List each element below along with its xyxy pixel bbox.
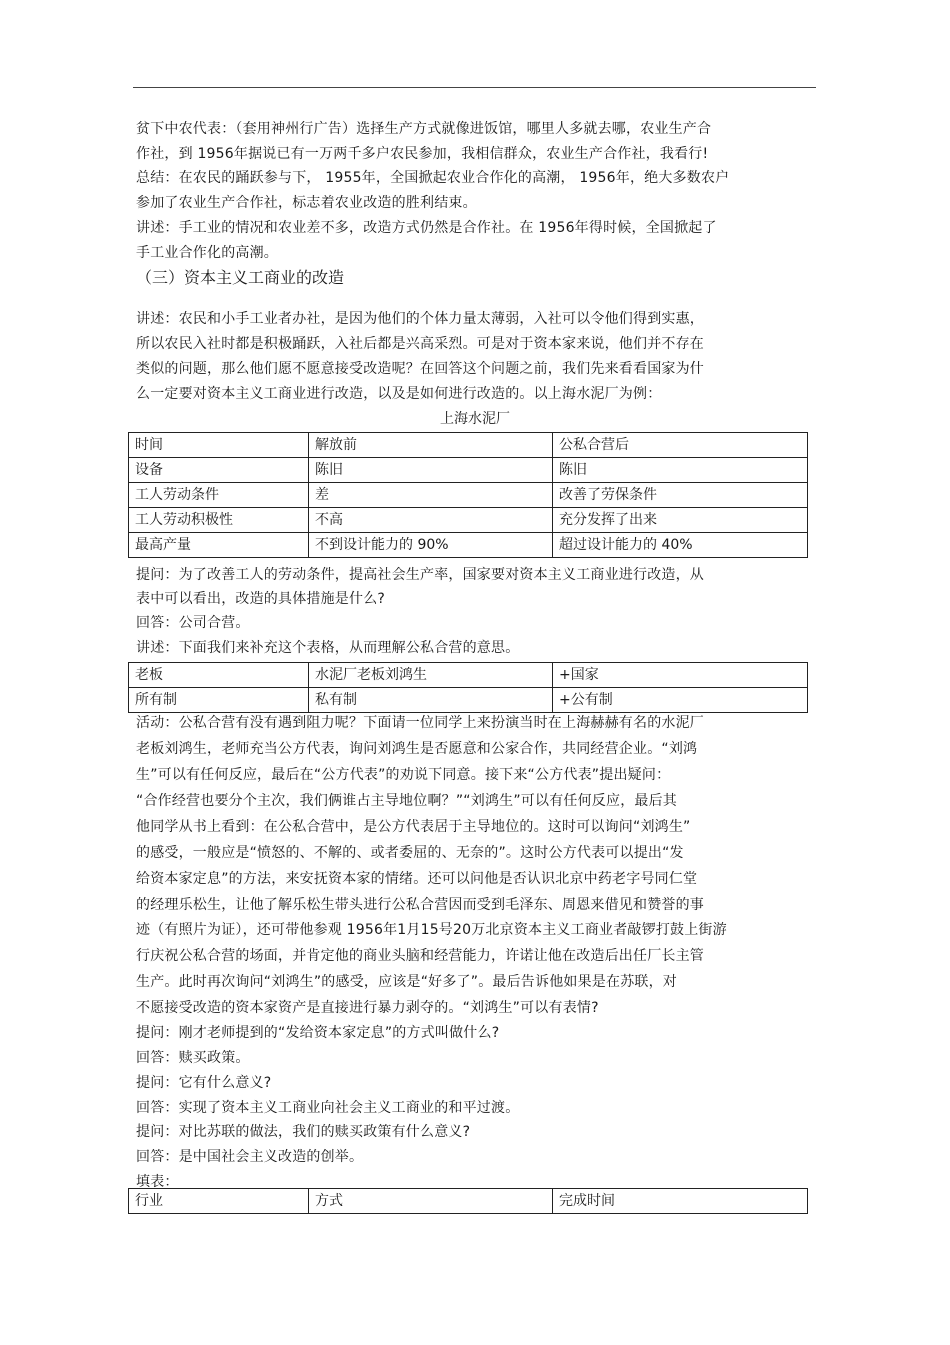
paragraph-line: 迹（有照片为证），还可带他参观 1956年1月15号20万北京资本主义工商业者敲锣打鼓上街游 (136, 922, 727, 938)
paragraph-line: 讲述：农民和小手工业者办社，是因为他们的个体力量太薄弱，入社可以令他们得到实惠， (136, 311, 704, 327)
paragraph-line: 回答：公司合营。 (136, 615, 250, 631)
table-cell: 解放前 (309, 433, 553, 458)
paragraph-line: 他同学从书上看到：在公私合营中，是公方代表居于主导地位的。这时可以询问“刘鸿生” (136, 819, 691, 835)
table-row (129, 688, 808, 713)
table-row (129, 433, 808, 458)
table-cell: +公有制 (553, 688, 808, 713)
paragraph-line: 不愿接受改造的资本家资产是直接进行暴力剥夺的。“刘鸿生”可以有表情? (136, 1000, 599, 1016)
paragraph-line: 表中可以看出，改造的具体措施是什么? (136, 591, 386, 607)
table-cell: 老板 (129, 663, 309, 688)
paragraph-line: 提问：对比苏联的做法，我们的赎买政策有什么意义? (136, 1124, 471, 1140)
comparison-table (128, 432, 808, 558)
paragraph-line: 给资本家定息”的方法，来安抚资本家的情绪。还可以问他是否认识北京中药老字号同仁堂 (136, 871, 698, 887)
table-cell: 水泥厂老板刘鸿生 (309, 663, 553, 688)
table-cell: 超过设计能力的 40% (553, 533, 808, 558)
paragraph-line: 类似的问题，那么他们愿不愿意接受改造呢？在回答这个问题之前，我们先来看看国家为什 (136, 361, 704, 377)
paragraph-line: 生产。此时再次询问“刘鸿生”的感受，应该是“好多了”。最后告诉他如果是在苏联，对 (136, 974, 678, 990)
table-cell: 完成时间 (553, 1189, 808, 1214)
paragraph-line: 讲述：手工业的情况和农业差不多，改造方式仍然是合作社。在 1956年得时候，全国掀起了 (136, 220, 717, 236)
table-cell: 最高产量 (129, 533, 309, 558)
table-cell: 不到设计能力的 90% (309, 533, 553, 558)
ownership-table (128, 662, 808, 713)
table-cell: 行业 (129, 1189, 309, 1214)
paragraph-line: 参加了农业生产合作社，标志着农业改造的胜利结束。 (136, 195, 477, 211)
table-cell: 差 (309, 483, 553, 508)
table-row (129, 458, 808, 483)
fill-in-table (128, 1188, 808, 1214)
paragraph-line: 贫下中农代表：（套用神州行广告）选择生产方式就像进饭馆，哪里人多就去哪，农业生产合 (136, 121, 712, 137)
paragraph-line: 所以农民入社时都是积极踊跃，入社后都是兴高采烈。可是对于资本家来说，他们并不存在 (136, 336, 704, 352)
paragraph-line: “合作经营也要分个主次，我们俩谁占主导地位啊？”“刘鸿生”可以有任何反应，最后其 (136, 793, 678, 809)
paragraph-line: 提问：它有什么意义? (136, 1075, 272, 1091)
paragraph-line: 么一定要对资本主义工商业进行改造，以及是如何进行改造的。以上海水泥厂为例： (136, 386, 662, 402)
table-cell: 陈旧 (309, 458, 553, 483)
table-caption: 上海水泥厂 (440, 411, 510, 427)
table-cell: 充分发挥了出来 (553, 508, 808, 533)
table-cell: 不高 (309, 508, 553, 533)
table-cell: 时间 (129, 433, 309, 458)
section-heading: （三）资本主义工商业的改造 (136, 268, 345, 287)
table-cell: 公私合营后 (553, 433, 808, 458)
table-row (129, 663, 808, 688)
paragraph-line: 回答：赎买政策。 (136, 1050, 250, 1066)
paragraph-line: 生”可以有任何反应，最后在“公方代表”的劝说下同意。接下来“公方代表”提出疑问： (136, 767, 671, 783)
paragraph-line: 的经理乐松生，让他了解乐松生带头进行公私合营因而受到毛泽东、周恩来借见和赞誉的事 (136, 897, 704, 913)
paragraph-line: 回答：实现了资本主义工商业向社会主义工商业的和平过渡。 (136, 1100, 520, 1116)
table-cell: 改善了劳保条件 (553, 483, 808, 508)
table-row (129, 508, 808, 533)
table-cell: 工人劳动条件 (129, 483, 309, 508)
table-cell: 陈旧 (553, 458, 808, 483)
table-row (129, 533, 808, 558)
paragraph-line: 提问：为了改善工人的劳动条件，提高社会生产率，国家要对资本主义工商业进行改造，从 (136, 567, 704, 583)
table-row (129, 483, 808, 508)
table-cell: 私有制 (309, 688, 553, 713)
paragraph-line: 提问：刚才老师提到的“发给资本家定息”的方式叫做什么? (136, 1025, 500, 1041)
paragraph-line: 总结：在农民的踊跃参与下， 1955年，全国掀起农业合作化的高潮， 1956年，绝大多数农户 (136, 170, 730, 186)
paragraph-line: 活动：公私合营有没有遇到阻力呢？下面请一位同学上来扮演当时在上海赫赫有名的水泥厂 (136, 715, 704, 731)
paragraph-line: 手工业合作化的高潮。 (136, 245, 278, 261)
paragraph-line: 讲述：下面我们来补充这个表格，从而理解公私合营的意思。 (136, 640, 520, 656)
table-row (129, 1189, 808, 1214)
table-cell: 所有制 (129, 688, 309, 713)
paragraph-line: 的感受，一般应是“愤怒的、不解的、或者委屈的、无奈的”。这时公方代表可以提出“发 (136, 845, 684, 861)
table-cell: 设备 (129, 458, 309, 483)
paragraph-line: 作社，到 1956年据说已有一万两千多户农民参加，我相信群众，农业生产合作社，我看行! (136, 146, 709, 162)
paragraph-line: 填表： (136, 1174, 179, 1190)
table-cell: +国家 (553, 663, 808, 688)
header-rule (133, 87, 816, 88)
paragraph-line: 回答：是中国社会主义改造的创举。 (136, 1149, 364, 1165)
table-cell: 方式 (309, 1189, 553, 1214)
table-cell: 工人劳动积极性 (129, 508, 309, 533)
paragraph-line: 老板刘鸿生，老师充当公方代表，询问刘鸿生是否愿意和公家合作，共同经营企业。“刘鸿 (136, 741, 698, 757)
paragraph-line: 行庆祝公私合营的场面，并肯定他的商业头脑和经营能力，许诺让他在改造后出任厂长主管 (136, 948, 704, 964)
